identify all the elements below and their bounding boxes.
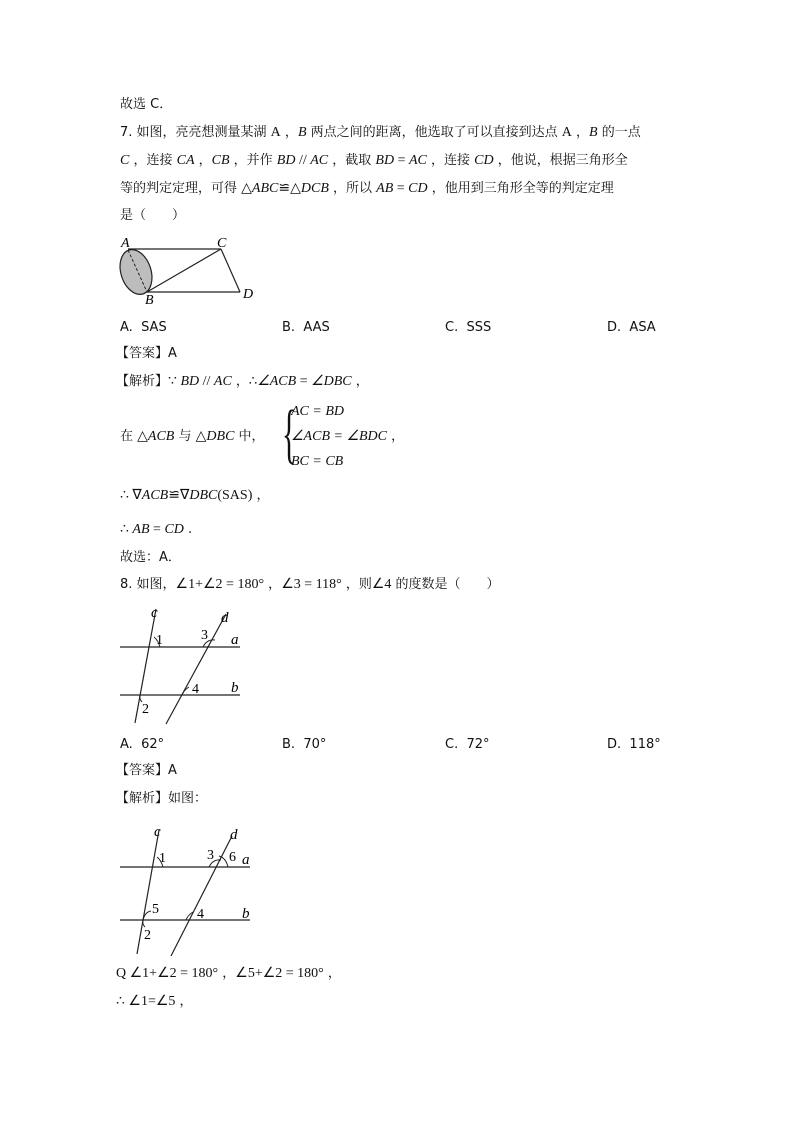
q7-line-3: 等的判定定理，可得 △ABC≌△DCB ，所以 AB = CD ，他用到三角形全等的判定定理 xyxy=(120,181,614,196)
q7-answer: 【答案】A xyxy=(116,346,177,361)
q8-answer: 【答案】A xyxy=(116,763,177,778)
label-C: C xyxy=(217,236,227,251)
q7-analysis-line-1: 【解析】∵ BD // AC ，∴∠ACB = ∠DBC ， xyxy=(116,374,369,389)
q7-line-1: 7. 如图，亮亮想测量某湖 A ，B 两点之间的距离，他选取了可以直接到达点 A ，B 的一点 xyxy=(120,125,641,140)
label-b: b xyxy=(231,680,239,696)
q7-conclusion: 故选：A． xyxy=(120,550,181,565)
label-A: A xyxy=(121,236,130,251)
line-d xyxy=(166,614,226,724)
angle-label-6: 6 xyxy=(229,850,236,865)
q7-analysis-result: ∴ AB = CD . xyxy=(120,522,193,537)
q8-analysis-line-2: ∴ ∠1=∠5 ， xyxy=(116,994,193,1009)
segment-CD xyxy=(221,249,240,292)
label-d: d xyxy=(230,827,238,843)
q7-option-a: A. SAS xyxy=(120,320,167,335)
q7-analysis-in-triangles: 在 △ACB 与 △DBC 中， xyxy=(120,429,265,444)
system-row-2: ∠ACB = ∠BDC ， xyxy=(291,429,405,444)
system-row-1: AC = BD xyxy=(291,404,344,419)
q7-option-c: C. SSS xyxy=(445,320,492,335)
q8-figure xyxy=(118,602,248,724)
label-d: d xyxy=(221,610,229,626)
angle-label-4: 4 xyxy=(197,907,204,922)
q7-line-4: 是（ ） xyxy=(120,208,186,223)
angle-label-5: 5 xyxy=(152,902,159,917)
q7-option-d: D. ASA xyxy=(607,320,656,335)
segment-CB xyxy=(147,249,221,292)
system-brace: { xyxy=(282,397,297,470)
q8-option-b: B. 70° xyxy=(282,737,327,752)
lake-ellipse xyxy=(115,245,158,298)
angle-label-2: 2 xyxy=(144,928,151,943)
label-c: c xyxy=(151,605,158,621)
label-a: a xyxy=(242,852,250,868)
label-D: D xyxy=(243,287,254,302)
q8-analysis: 【解析】如图： xyxy=(116,791,208,806)
line-d xyxy=(171,836,232,956)
angle-label-1: 1 xyxy=(159,851,166,866)
q7-option-b: B. AAS xyxy=(282,320,330,335)
angle-2-arc xyxy=(143,920,145,927)
angle-label-3: 3 xyxy=(201,628,208,643)
q8-option-a: A. 62° xyxy=(120,737,165,752)
q8-option-d: D. 118° xyxy=(607,737,661,752)
angle-label-2: 2 xyxy=(142,702,149,717)
q7-analysis-congruence: ∴ ∇ACB≌∇DBC(SAS) ， xyxy=(120,488,270,503)
q8-analysis-line-1: Q ∠1+∠2 = 180° ，∠5+∠2 = 180° ， xyxy=(116,966,341,981)
q7-lake-figure xyxy=(116,234,261,306)
q7-line-2: C ，连接 CA ，CB ，并作 BD // AC ，截取 BD = AC ，连接 CD ，他说，根据三角形全 xyxy=(120,153,628,168)
q8-line-1: 8. 如图，∠1+∠2 = 180° ，∠3 = 118° ，则∠4 的度数是（ ） xyxy=(120,577,500,592)
angle-label-1: 1 xyxy=(156,633,163,648)
label-a: a xyxy=(231,632,239,648)
angle-label-4: 4 xyxy=(192,682,199,697)
q8-option-c: C. 72° xyxy=(445,737,490,752)
label-c: c xyxy=(154,824,161,840)
system-row-3: BC = CB xyxy=(291,454,344,469)
prev-conclusion: 故选 C． xyxy=(120,97,173,112)
label-B: B xyxy=(145,293,154,308)
angle-label-3: 3 xyxy=(207,848,214,863)
q8-analysis-figure xyxy=(118,820,258,960)
label-b: b xyxy=(242,906,250,922)
angle-2-arc xyxy=(140,695,142,702)
